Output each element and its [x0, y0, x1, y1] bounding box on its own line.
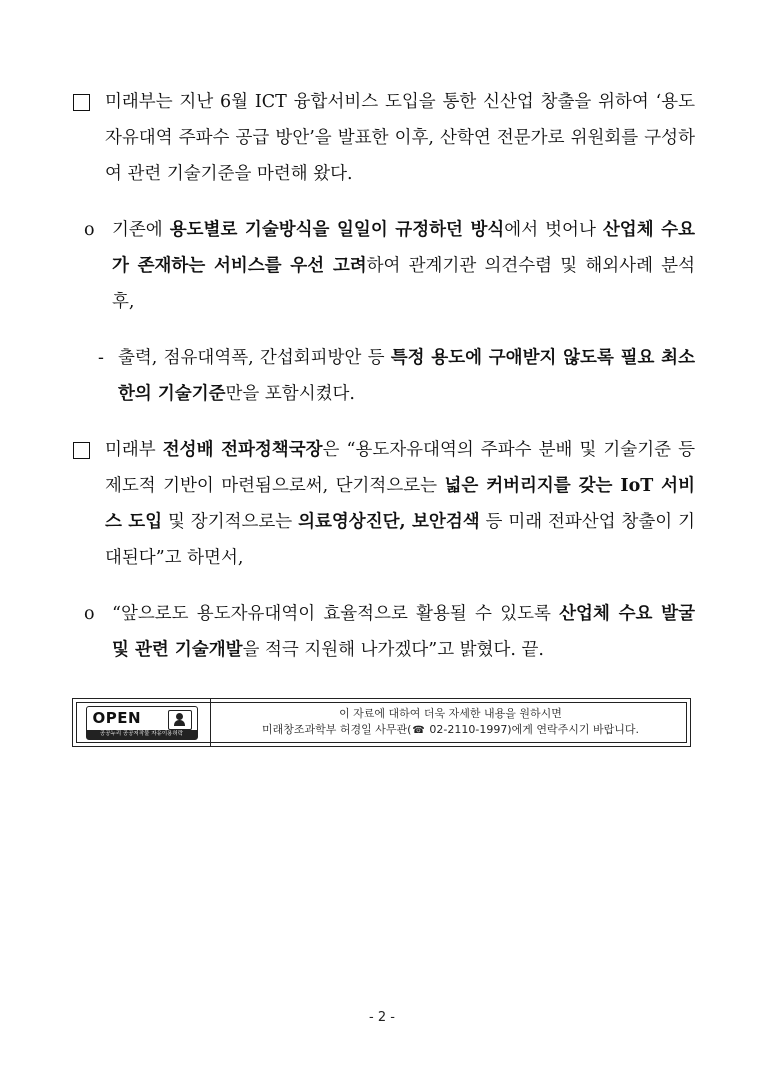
paragraph-existing-method [84, 212, 695, 320]
bold-text-segment: 용도별로 기술방식을 일일이 규정하던 방식 [169, 220, 505, 240]
open-license-icon [86, 706, 198, 740]
checkbox-bullet-icon [73, 84, 90, 124]
paragraph-future-support [84, 596, 695, 668]
paragraph-text [112, 212, 695, 320]
contact-name: 미래창조과학부 허경일 사무관( [262, 723, 412, 736]
contact-info-box [72, 698, 691, 747]
text-segment: 하여 관계기관 의견수렴 및 해외사례 분석 후, [112, 256, 695, 312]
paragraph-text [112, 596, 695, 668]
text-segment: 및 장기적으로는 [162, 512, 299, 532]
attribution-person-icon [168, 710, 192, 730]
bold-text-segment: 산업체 수요가 존재하는 서비스를 우선 고려 [112, 220, 695, 276]
text-segment: 출력, 점유대역폭, 간섭회피방안 등 [118, 348, 391, 368]
paragraph-minister-announcement [105, 84, 695, 192]
contact-phone: 02-2110-1997)에게 연락주시기 바랍니다. [425, 723, 639, 736]
logo-caption: 공공누리 공공저작물 자유이용허락 [87, 730, 197, 739]
text-segment: 만을 포함시켰다. [225, 384, 355, 404]
contact-text [211, 699, 690, 746]
bold-text-segment: 넓은 커버리지를 갖는 IoT 서비스 도입 [105, 476, 695, 532]
text-segment: 등 미래 전파산업 창출이 기대된다”고 하면서, [105, 512, 695, 568]
bold-text-segment: 의료영상진단, 보안검색 [298, 512, 480, 532]
checkbox-bullet-icon [73, 432, 90, 472]
circle-bullet: o [84, 604, 95, 624]
text-segment: “앞으로도 용도자유대역이 효율적으로 활용될 수 있도록 [112, 604, 560, 624]
phone-icon: ☎ [412, 725, 425, 736]
bold-text-segment: 특정 용도에 구애받지 않도록 필요 최소한의 기술기준 [118, 348, 695, 404]
bold-text-segment: 전성배 전파정책국장 [162, 440, 323, 460]
dash-bullet: - [98, 348, 104, 368]
paragraph-text: 미래부는 지난 6월 ICT 융합서비스 도입을 통한 신산업 창출을 위하여 ‘용도자유대역 주파수 공급 방안’을 발표한 이후, 산학연 전문가로 위원회를 구성하여 관련 기술기준을 마련해 왔다. [105, 92, 695, 184]
bold-text-segment: 산업체 수요 발굴 및 관련 기술개발 [112, 604, 695, 660]
paragraph-director-quote [105, 432, 695, 576]
kogl-open-logo [73, 699, 211, 746]
paragraph-technical-standard [98, 340, 695, 412]
logo-word: OPEN [92, 708, 142, 727]
paragraph-text [118, 340, 695, 412]
paragraph-text [105, 432, 695, 576]
text-segment: 기존에 [112, 220, 170, 240]
text-segment: 을 적극 지원해 나가겠다”고 밝혔다. 끝. [242, 640, 544, 660]
page-number: - 2 - [369, 1010, 395, 1025]
contact-line-1: 이 자료에 대하여 더욱 자세한 내용을 원하시면 [339, 707, 562, 720]
contact-line-2 [262, 722, 639, 739]
text-segment: 에서 벗어나 [504, 220, 603, 240]
circle-bullet: o [84, 220, 95, 240]
text-segment: 미래부 [105, 440, 163, 460]
text-segment: 은 “용도자유대역의 주파수 분배 및 기술기준 등 제도적 기반이 마련됨으로써, 단기적으로는 [105, 440, 695, 496]
